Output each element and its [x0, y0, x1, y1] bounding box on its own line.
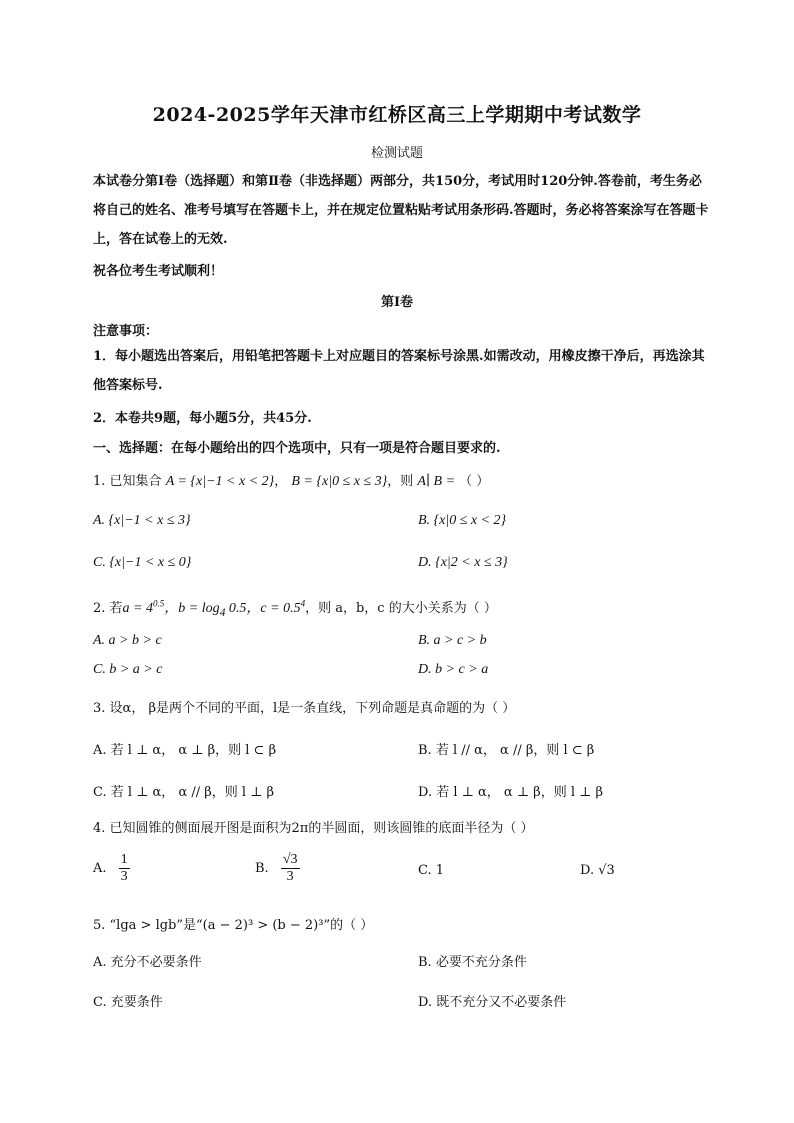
q2-b-sub: 4	[219, 605, 226, 619]
q4-a-denominator: 3	[120, 869, 128, 884]
q4-option-a-fraction	[119, 852, 130, 885]
q1-option-c: C. {x|−1 < x ≤ 0}	[93, 555, 192, 570]
intro-paragraph: 本试卷分第Ⅰ卷（选择题）和第Ⅱ卷（非选择题）两部分，共150分，考试用时120分钟.答卷前，考生务必将自己的姓名、准考号填写在答题卡上，并在规定位置粘贴考试用条形码.答题时，务必将答案涂写在答题卡上，答在试卷上的无效.	[93, 174, 709, 247]
q1-set-b: B = {x|0 ≤ x ≤ 3}	[291, 474, 388, 489]
wish-line: 祝各位考生考试顺利！	[93, 264, 224, 279]
q4-a-numerator: 1	[120, 852, 128, 867]
q1-option-a: A. {x|−1 < x ≤ 3}	[93, 513, 191, 528]
q2-c-base: ，c = 0.5	[246, 601, 301, 616]
notes-label: 注意事项：	[93, 324, 159, 339]
q5-option-a: A. 充分不必要条件	[93, 955, 202, 970]
q2-a-base: a = 4	[122, 601, 153, 616]
q1-set-a: A = {x|−1 < x < 2}	[165, 474, 275, 489]
question-4-stem: 4. 已知圆锥的侧面展开图是面积为2π的半圆面，则该圆锥的底面半径为（ ）	[93, 821, 534, 836]
q4-option-a	[93, 852, 130, 885]
q1-prefix: 1. 已知集合	[93, 474, 162, 489]
question-5-stem: 5. “lga > lgb”是“(a − 2)³ > (b − 2)³”的（ ）	[93, 918, 374, 933]
q1-then: ，则	[387, 474, 414, 489]
question-1-stem	[93, 470, 489, 490]
q4-option-b-fraction	[281, 852, 300, 885]
q3-option-a: A. 若 l ⊥ α， α ⊥ β，则 l ⊂ β	[93, 743, 277, 758]
q4-option-b-label: B.	[255, 861, 269, 876]
q4-option-d: D. √3	[580, 863, 615, 878]
note-1: 1．每小题选出答案后，用铅笔把答题卡上对应题目的答案标号涂黑.如需改动，用橡皮擦干净后，再选涂其他答案标号.	[93, 349, 705, 393]
q1-expr: A∣ B =	[417, 474, 456, 489]
q2-prefix: 2. 若	[93, 601, 123, 616]
q2-option-d: D. b > c > a	[418, 662, 489, 677]
q2-b-def: ，b = log	[164, 601, 220, 616]
q2-a-exp: 0.5	[153, 598, 165, 609]
q1-option-d: D. {x|2 < x ≤ 3}	[418, 555, 508, 570]
page-subtitle: 检测试题	[370, 146, 423, 161]
note-2: 2．本卷共9题，每小题5分，共45分.	[93, 411, 312, 426]
q3-option-b: B. 若 l // α， α // β，则 l ⊂ β	[418, 743, 595, 758]
q2-tail: ，则 a，b，c 的大小关系为（ ）	[305, 601, 497, 616]
q3-option-c: C. 若 l ⊥ α， α // β，则 l ⊥ β	[93, 785, 275, 800]
q2-option-a: A. a > b > c	[93, 633, 162, 648]
q4-b-denominator: 3	[286, 869, 294, 884]
page-title: 2024-2025学年天津市红桥区高三上学期期中考试数学	[152, 104, 642, 126]
q1-sep: ，	[274, 474, 288, 489]
q4-option-c: C. 1	[418, 863, 445, 878]
q5-option-b: B. 必要不充分条件	[418, 955, 527, 970]
part-1-heading: 一、选择题：在每小题给出的四个选项中，只有一项是符合题目要求的.	[93, 441, 501, 456]
q2-option-b: B. a > c > b	[418, 633, 487, 648]
q2-c-exp: 4	[300, 598, 306, 609]
q4-option-b	[255, 852, 300, 885]
question-2-stem	[93, 597, 497, 619]
q2-b-val: 0.5	[225, 601, 247, 616]
q4-option-a-label: A.	[93, 861, 107, 876]
q5-option-d: D. 既不充分又不必要条件	[418, 995, 567, 1010]
q4-b-numerator: √3	[282, 852, 298, 867]
q1-paren: （ ）	[459, 474, 490, 489]
question-3-stem: 3. 设α， β是两个不同的平面，l是一条直线，下列命题是真命题的为（ ）	[93, 701, 516, 716]
section-heading: 第Ⅰ卷	[380, 295, 414, 310]
q1-option-b: B. {x|0 ≤ x < 2}	[418, 513, 507, 528]
q3-option-d: D. 若 l ⊥ α， α ⊥ β，则 l ⊥ β	[418, 785, 603, 800]
q5-option-c: C. 充要条件	[93, 995, 163, 1010]
q2-option-c: C. b > a > c	[93, 662, 163, 677]
